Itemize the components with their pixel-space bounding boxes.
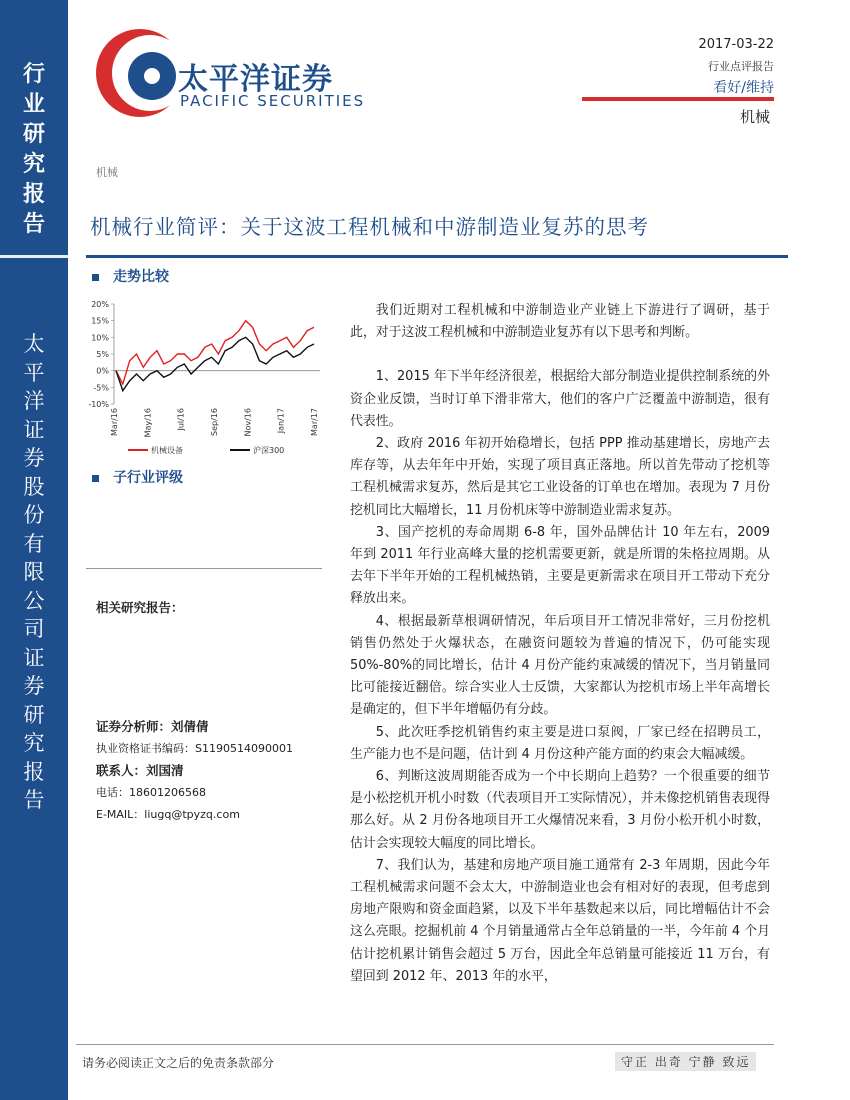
sidebar-top-char: 报 bbox=[22, 182, 45, 207]
header-red-rule bbox=[582, 97, 774, 101]
legend-label: 沪深300 bbox=[253, 446, 285, 455]
body-paragraph: 5、此次旺季挖机销售约束主要是进口泵阀，厂家已经在招聘员工，生产能力也不是问题，估计到 4 月份这种产能方面的约束会大幅减缓。 bbox=[350, 724, 770, 762]
sidebar-bottom-char: 证 bbox=[23, 645, 45, 670]
divider bbox=[86, 568, 322, 569]
y-tick-label: 5% bbox=[96, 350, 109, 359]
bullet-square-icon bbox=[92, 475, 99, 482]
sidebar-bottom-char: 券 bbox=[23, 674, 45, 698]
report-type: 行业点评报告 bbox=[708, 60, 774, 73]
legend-label: 机械设备 bbox=[151, 446, 183, 455]
sidebar-report-type bbox=[0, 60, 68, 260]
contact-phone: 电话：18601206568 bbox=[96, 786, 206, 799]
footer-disclaimer: 请务必阅读正文之后的免责条款部分 bbox=[82, 1056, 275, 1070]
sidebar bbox=[0, 0, 68, 1100]
sidebar-bottom-char: 究 bbox=[23, 731, 45, 755]
sidebar-top-char: 告 bbox=[22, 212, 45, 237]
x-tick-label: Jan/17 bbox=[276, 408, 286, 434]
title-rule bbox=[86, 255, 788, 258]
analyst-info bbox=[96, 716, 293, 826]
sidebar-bottom-char: 洋 bbox=[23, 389, 45, 413]
sidebar-bottom-char: 有 bbox=[23, 531, 45, 556]
sidebar-divider bbox=[0, 255, 68, 258]
page-title: 机械行业简评：关于这波工程机械和中游制造业复苏的思考 bbox=[90, 215, 649, 239]
y-tick-label: 0% bbox=[96, 366, 109, 376]
y-tick-label: 20% bbox=[91, 300, 109, 309]
breadcrumb: 机械 bbox=[96, 166, 118, 179]
y-tick-label: 15% bbox=[91, 316, 109, 326]
sidebar-top-char: 究 bbox=[22, 152, 45, 177]
contact-email[interactable]: E-MAIL：liugq@tpyzq.com bbox=[96, 808, 240, 821]
body-paragraph: 4、根据最新草根调研情况，年后项目开工情况非常好，三月份挖机销售仍然处于火爆状态，在融资问题较为普遍的情况下，仍可能实现 50%-80%的同比增长，估计 4 月份产能约束减缓的情况下，当月销量同比可能接近翻倍。综合实业人士反馈，大家都认为挖机市场上半年高增长是确定的，但下半年增幅仍有分歧。 bbox=[350, 613, 770, 718]
body-paragraph: 我们近期对工程机械和中游制造业产业链上下游进行了调研，基于此，对于这波工程机械和中游制造业复苏有以下思考和判断。 bbox=[350, 303, 770, 341]
body-paragraph: 7、我们认为，基建和房地产项目施工通常有 2-3 年周期，因此今年工程机械需求问题不会太大，中游制造业也会有相对好的表现，但考虑到房地产限购和资金面趋紧，以及下半年基数起来以后，同比增幅估计不会这么亮眼。挖掘机前 4 个月销量通常占全年总销量的一半，今年前 4 个月估计挖机累计销售会超过 5 万台，因此全年总销量可能接近 11 万台，有望回到 2012 年、2013 年的水平， bbox=[350, 857, 770, 984]
sidebar-bottom-char: 太 bbox=[23, 332, 45, 356]
x-tick-label: Mar/17 bbox=[310, 408, 319, 436]
sidebar-bottom-char: 告 bbox=[23, 788, 45, 812]
sidebar-bottom-char: 研 bbox=[23, 702, 45, 727]
sidebar-top-char: 业 bbox=[22, 92, 45, 117]
bullet-square-icon bbox=[92, 274, 99, 281]
trend-chart bbox=[86, 292, 326, 462]
sidebar-bottom-char: 公 bbox=[23, 588, 45, 613]
footer-rule bbox=[76, 1044, 774, 1045]
sidebar-bottom-char: 股 bbox=[23, 474, 45, 499]
sidebar-bottom-char: 份 bbox=[23, 503, 45, 527]
sidebar-bottom-char: 司 bbox=[23, 617, 45, 641]
logo-text-cn: 太平洋证券 bbox=[178, 62, 333, 97]
body-text bbox=[350, 300, 770, 988]
sidebar-bottom-char: 券 bbox=[23, 446, 45, 470]
section-rating-heading bbox=[92, 467, 183, 487]
sidebar-top-char: 行 bbox=[22, 62, 45, 87]
sidebar-company-name bbox=[0, 330, 68, 815]
section-trend-label: 走势比较 bbox=[113, 269, 169, 285]
sidebar-bottom-char: 报 bbox=[23, 759, 45, 784]
sidebar-bottom-char: 平 bbox=[23, 360, 45, 385]
y-tick-label: 10% bbox=[91, 333, 109, 343]
body-paragraph: 3、国产挖机的寿命周期 6-8 年，国外品牌估计 10 年左右，2009 年到 2011 年行业高峰大量的挖机需要更新，就是所谓的朱格拉周期。从去年下半年开始的工程机械热销，主要是更新需求在项目开工带动下充分释放出来。 bbox=[350, 524, 770, 607]
logo-text-en: PACIFIC SECURITIES bbox=[180, 92, 366, 110]
x-tick-label: Sep/16 bbox=[210, 408, 219, 436]
rating: 看好/维持 bbox=[713, 80, 774, 96]
x-tick-label: Nov/16 bbox=[243, 408, 253, 437]
y-tick-label: -5% bbox=[93, 383, 109, 393]
section-rating-label: 子行业评级 bbox=[113, 470, 183, 486]
y-tick-label: -10% bbox=[88, 400, 109, 409]
related-reports-label: 相关研究报告： bbox=[96, 600, 184, 615]
footer-motto: 守正 出奇 宁静 致远 bbox=[615, 1052, 756, 1071]
sidebar-bottom-char: 证 bbox=[23, 417, 45, 442]
sidebar-top-char: 研 bbox=[22, 122, 45, 147]
sector-label: 机械 bbox=[739, 108, 770, 126]
x-tick-label: Jul/16 bbox=[176, 408, 186, 431]
x-tick-label: May/16 bbox=[143, 408, 153, 438]
report-date: 2017-03-22 bbox=[698, 37, 774, 52]
body-paragraph: 1、2015 年下半年经济很差，根据给大部分制造业提供控制系统的外资企业反馈，当时订单下滑非常大，他们的客户广泛覆盖中游制造，很有代表性。 bbox=[350, 369, 770, 429]
x-tick-label: Mar/16 bbox=[110, 408, 119, 436]
analyst-name: 证券分析师：刘倩倩 bbox=[96, 719, 209, 734]
section-trend-heading bbox=[92, 266, 169, 286]
analyst-license: 执业资格证书编码：S1190514090001 bbox=[96, 742, 293, 755]
body-paragraph: 6、判断这波周期能否成为一个中长期向上趋势？一个很重要的细节是小松挖机开机小时数（代表项目开工实际情况），并未像挖机销售表现得那么好。从 2 月份各地项目开工火爆情况来看，3 月份小松开机小时数，估计会实现较大幅度的同比增长。 bbox=[350, 769, 770, 851]
body-paragraph: 2、政府 2016 年初开始稳增长，包括 PPP 推动基建增长，房地产去库存等，从去年年中开始，实现了项目真正落地。所以首先带动了挖机等工程机械需求复苏，然后是其它工业设备的订单也在增加。表现为 7 月份挖机同比大幅增长，11 月份机床等中游制造业需求复苏。 bbox=[350, 436, 770, 518]
contact-name: 联系人：刘国清 bbox=[96, 763, 184, 778]
sidebar-bottom-char: 限 bbox=[23, 560, 45, 584]
